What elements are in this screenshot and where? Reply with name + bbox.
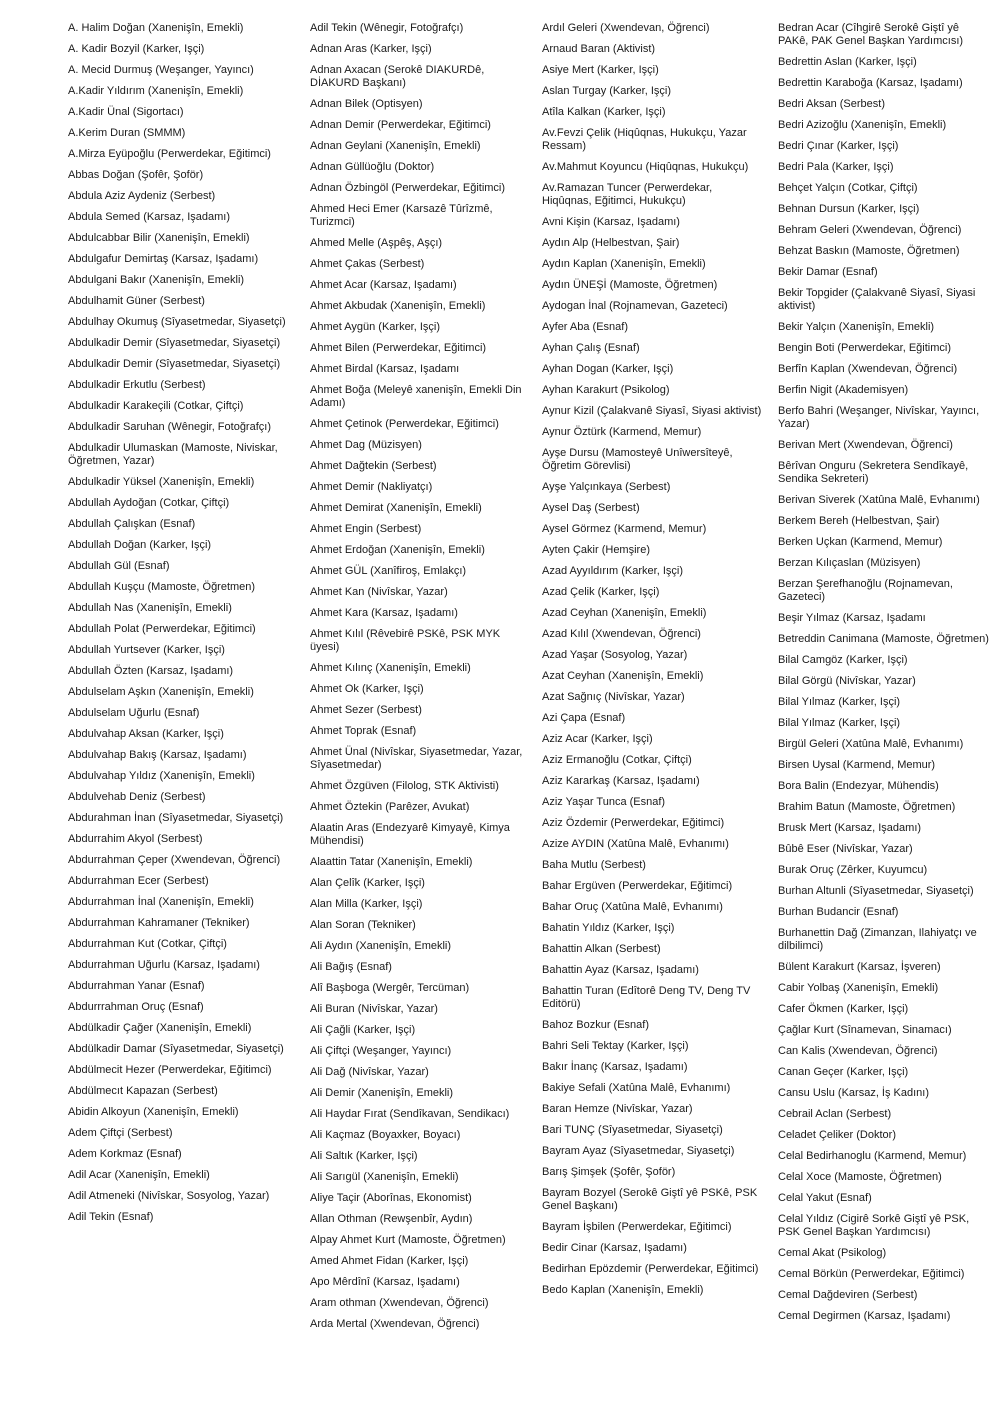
person-entry: Cemal Dağdeviren (Serbest) [778, 1289, 918, 1301]
person-entry: Aynur Kizil (Çalakvanê Siyasî, Siyasi aktivist) [542, 405, 762, 417]
person-entry: Brahim Batun (Mamoste, Öğretmen) [778, 801, 956, 813]
person-entry: Alan Çelîk (Karker, Işçi) [310, 877, 425, 889]
person-entry: Azad Ayyıldırım (Karker, Işçi) [542, 565, 684, 577]
person-entry: Abdurrahman Ecer (Serbest) [68, 875, 209, 887]
person-entry: Birgül Geleri (Xatûna Malê, Evhanımı) [778, 738, 964, 750]
person-entry: Azad Çelik (Karker, Işçi) [542, 586, 660, 598]
person-entry: Burhan Budancir (Esnaf) [778, 906, 899, 918]
person-entry: Ahmet Kılınç (Xanenişîn, Emekli) [310, 662, 471, 674]
person-entry: Arda Mertal (Xwendevan, Öğrenci) [310, 1318, 480, 1330]
person-entry: Ayhan Karakurt (Psikolog) [542, 384, 670, 396]
person-entry: Adnan Güllüoğlu (Doktor) [310, 161, 435, 173]
person-entry: Abdurrahman Kut (Cotkar, Çiftçi) [68, 938, 227, 950]
person-entry: Berfin Nigit (Akademisyen) [778, 384, 909, 396]
person-entry: Bilal Camgöz (Karker, Işçi) [778, 654, 908, 666]
person-entry: Ahmet Ünal (Nivîskar, Siyasetmedar, Yazar, Sîyasetmedar) [310, 746, 523, 771]
person-entry: Aziz Ermanoğlu (Cotkar, Çiftçi) [542, 754, 692, 766]
person-entry: Berfîn Kaplan (Xwendevan, Öğrenci) [778, 363, 958, 375]
person-entry: Alaattin Tatar (Xanenişîn, Emekli) [310, 856, 473, 868]
person-entry: Burhanettin Dağ (Zimanzan, Ilahiyatçı ve dilbilimci) [778, 927, 977, 952]
person-entry: Alî Başboga (Wergêr, Tercüman) [310, 982, 470, 994]
person-entry: Bekir Yalçın (Xanenişîn, Emekli) [778, 321, 935, 333]
person-entry: Abdurrahman İnal (Xanenişîn, Emekli) [68, 896, 254, 908]
person-entry: Av.Mahmut Koyuncu (Hiqûqnas, Hukukçu) [542, 161, 749, 173]
person-entry: Abdurrahim Akyol (Serbest) [68, 833, 203, 845]
person-entry: Abdullah Kuşçu (Mamoste, Öğretmen) [68, 581, 256, 593]
person-entry: Abdülkadir Damar (Sîyasetmedar, Siyasetçi) [68, 1043, 284, 1055]
person-entry: Adil Atmeneki (Nivîskar, Sosyolog, Yazar) [68, 1190, 270, 1202]
person-entry: Ali Aydın (Xanenişîn, Emekli) [310, 940, 452, 952]
person-entry: Ayşe Yalçınkaya (Serbest) [542, 481, 671, 493]
person-entry: Aydogan İnal (Rojnamevan, Gazeteci) [542, 300, 728, 312]
person-entry: Abdullah Polat (Perwerdekar, Eğitimci) [68, 623, 256, 635]
person-entry: Ali Demir (Xanenişîn, Emekli) [310, 1087, 454, 1099]
person-entry: Ahmet Ok (Karker, Işçi) [310, 683, 424, 695]
person-entry: Bahattin Turan (Edîtorê Deng TV, Deng TV Editörü) [542, 985, 751, 1010]
name-list-column-4 [778, 22, 992, 1339]
person-entry: Bakır İnanç (Karsaz, Işadamı) [542, 1061, 688, 1073]
person-entry: Bûbê Eser (Nivîskar, Yazar) [778, 843, 913, 855]
person-entry: Abdurrahman Çeper (Xwendevan, Öğrenci) [68, 854, 281, 866]
person-entry: Abdülkadir Çağer (Xanenişîn, Emekli) [68, 1022, 252, 1034]
person-entry: Bahattin Alkan (Serbest) [542, 943, 661, 955]
person-entry: Bedo Kaplan (Xanenişîn, Emekli) [542, 1284, 704, 1296]
person-entry: Bilal Yılmaz (Karker, Işçi) [778, 717, 901, 729]
person-entry: Adem Çiftçi (Serbest) [68, 1127, 173, 1139]
person-entry: Celal Bedirhanoglu (Karmend, Memur) [778, 1150, 967, 1162]
person-entry: Abdulgani Bakır (Xanenişîn, Emekli) [68, 274, 245, 286]
person-entry: Adnan Özbingöl (Perwerdekar, Eğitimci) [310, 182, 506, 194]
person-entry: Bahoz Bozkur (Esnaf) [542, 1019, 649, 1031]
person-entry: Abdulkadir Ulumaskan (Mamoste, Niviskar, Öğretmen, Yazar) [68, 442, 278, 467]
person-entry: Cebrail Aclan (Serbest) [778, 1108, 892, 1120]
person-entry: Aram othman (Xwendevan, Öğrenci) [310, 1297, 489, 1309]
person-entry: Celadet Çeliker (Doktor) [778, 1129, 896, 1141]
person-entry: Bekir Topgider (Çalakvanê Siyasî, Siyasi aktivist) [778, 287, 976, 312]
person-entry: Adil Tekin (Wênegir, Fotoğrafçı) [310, 22, 464, 34]
person-entry: Amed Ahmet Fidan (Karker, Işçi) [310, 1255, 469, 1267]
person-entry: A. Halim Doğan (Xanenişîn, Emekli) [68, 22, 244, 34]
person-entry: Ayhan Dogan (Karker, Işçi) [542, 363, 674, 375]
person-entry: Abdulkadir Saruhan (Wênegir, Fotoğrafçı) [68, 421, 271, 433]
person-entry: Abdullah Gül (Esnaf) [68, 560, 170, 572]
person-entry: Abdullah Yurtsever (Karker, Işçi) [68, 644, 225, 656]
person-entry: Avni Kişin (Karsaz, Işadamı) [542, 216, 680, 228]
person-entry: Abdülmecit Hezer (Perwerdekar, Eğitimci) [68, 1064, 272, 1076]
person-entry: Berzan Şerefhanoğlu (Rojnamevan, Gazeteci) [778, 578, 953, 603]
person-entry: Ahmet Demirat (Xanenişîn, Emekli) [310, 502, 482, 514]
person-entry: Asiye Mert (Karker, Işçi) [542, 64, 659, 76]
person-entry: Bedran Acar (Cîhgirê Serokê Giştî yê PAKê, PAK Genel Başkan Yardımcısı) [778, 22, 964, 47]
person-entry: Bedri Pala (Karker, Işçi) [778, 161, 894, 173]
name-list-column-3 [542, 22, 764, 1339]
person-entry: Bahri Seli Tektay (Karker, Işçi) [542, 1040, 689, 1052]
person-entry: Ahmet GÜL (Xanîfiroş, Emlakçı) [310, 565, 467, 577]
person-entry: Ardıl Geleri (Xwendevan, Öğrenci) [542, 22, 710, 34]
person-entry: Abbas Doğan (Şofêr, Şoför) [68, 169, 204, 181]
person-entry: Ahmet Bilen (Perwerdekar, Eğitimci) [310, 342, 487, 354]
person-entry: Behnan Dursun (Karker, Işçi) [778, 203, 920, 215]
person-entry: Ahmet Dag (Müzisyen) [310, 439, 422, 451]
person-entry: Cemal Akat (Psikolog) [778, 1247, 887, 1259]
person-entry: Abdullah Aydoğan (Cotkar, Çiftçi) [68, 497, 230, 509]
person-entry: Beşir Yılmaz (Karsaz, Işadamı [778, 612, 926, 624]
person-entry: Abdulkadir Demir (Sîyasetmedar, Siyasetçi) [68, 337, 281, 349]
person-entry: Berkem Bereh (Helbestvan, Şair) [778, 515, 940, 527]
person-entry: Azad Kılıl (Xwendevan, Öğrenci) [542, 628, 701, 640]
person-entry: Ayten Çakir (Hemşire) [542, 544, 650, 556]
person-entry: Alan Milla (Karker, Işçi) [310, 898, 423, 910]
person-entry: Arnaud Baran (Aktivist) [542, 43, 656, 55]
person-entry: Abdulgafur Demirtaş (Karsaz, Işadamı) [68, 253, 259, 265]
person-entry: Cafer Ökmen (Karker, Işçi) [778, 1003, 909, 1015]
person-entry: Abidin Alkoyun (Xanenişîn, Emekli) [68, 1106, 239, 1118]
person-entry: Abdullah Doğan (Karker, Işçi) [68, 539, 212, 551]
person-entry: Ahmet Demir (Nakliyatçı) [310, 481, 433, 493]
person-entry: Ahmed Melle (Aşpêş, Aşçı) [310, 237, 443, 249]
person-entry: Bahatin Yıldız (Karker, Işçi) [542, 922, 675, 934]
person-entry: A. Mecid Durmuş (Weşanger, Yayıncı) [68, 64, 254, 76]
person-entry: Azat Ceyhan (Xanenişîn, Emekli) [542, 670, 704, 682]
person-entry: A.Mirza Eyüpoğlu (Perwerdekar, Eğitimci) [68, 148, 271, 160]
person-entry: Bedri Çınar (Karker, Işçi) [778, 140, 899, 152]
person-entry: Berken Uçkan (Karmend, Memur) [778, 536, 943, 548]
person-entry: Bekir Damar (Esnaf) [778, 266, 878, 278]
person-entry: Aziz Kararkaş (Karsaz, Işadamı) [542, 775, 700, 787]
person-entry: Ayfer Aba (Esnaf) [542, 321, 629, 333]
person-entry: Celal Xoce (Mamoste, Öğretmen) [778, 1171, 942, 1183]
person-entry: Ali Saltık (Karker, Işçi) [310, 1150, 418, 1162]
person-entry: Abdulkadir Yüksel (Xanenişîn, Emekli) [68, 476, 255, 488]
person-entry: Av.Ramazan Tuncer (Perwerdekar, Hiqûqnas, Eğitimci, Hukukçu) [542, 182, 713, 207]
person-entry: Behçet Yalçın (Cotkar, Çiftçi) [778, 182, 918, 194]
person-entry: Cabir Yolbaş (Xanenişîn, Emekli) [778, 982, 939, 994]
person-entry: Can Kalis (Xwendevan, Öğrenci) [778, 1045, 938, 1057]
person-entry: Abdulselam Aşkın (Xanenişîn, Emekli) [68, 686, 254, 698]
person-entry: Bedri Aksan (Serbest) [778, 98, 885, 110]
person-entry: Ali Çağli (Karker, Işçi) [310, 1024, 416, 1036]
person-entry: Aziz Acar (Karker, Işçi) [542, 733, 653, 745]
person-entry: Aziz Yaşar Tunca (Esnaf) [542, 796, 666, 808]
person-entry: Abdulcabbar Bilir (Xanenişîn, Emekli) [68, 232, 250, 244]
person-entry: Bakiye Sefali (Xatûna Malê, Evhanımı) [542, 1082, 731, 1094]
person-entry: A.Kadir Ünal (Sigortacı) [68, 106, 184, 118]
person-entry: Çağlar Kurt (Sînamevan, Sinamacı) [778, 1024, 952, 1036]
person-entry: Bülent Karakurt (Karsaz, İşveren) [778, 961, 941, 973]
person-entry: Abdulkadir Karakeçili (Cotkar, Çiftçi) [68, 400, 244, 412]
person-entry: Bedri Azizoğlu (Xanenişîn, Emekli) [778, 119, 947, 131]
person-entry: Ali Sarıgül (Xanenişîn, Emekli) [310, 1171, 459, 1183]
person-entry: Aynur Öztürk (Karmend, Memur) [542, 426, 702, 438]
person-entry: Abdurrahman Uğurlu (Karsaz, Işadamı) [68, 959, 260, 971]
person-entry: Abdurrrahman Oruç (Esnaf) [68, 1001, 204, 1013]
person-entry: Abdulvahap Aksan (Karker, Işçi) [68, 728, 224, 740]
person-entry: Bêrîvan Onguru (Sekretera Sendîkayê, Sendika Sekreteri) [778, 460, 969, 485]
person-entry: Bayram Bozyel (Serokê Giştî yê PSKê, PSK Genel Başkanı) [542, 1187, 758, 1212]
person-entry: Abdulhay Okumuş (Sîyasetmedar, Siyasetçi) [68, 316, 286, 328]
person-entry: Celal Yakut (Esnaf) [778, 1192, 872, 1204]
person-entry: Azi Çapa (Esnaf) [542, 712, 626, 724]
person-entry: Ahmet Toprak (Esnaf) [310, 725, 417, 737]
person-entry: Bengin Boti (Perwerdekar, Eğitimci) [778, 342, 952, 354]
person-entry: Ali Kaçmaz (Boyaxker, Boyacı) [310, 1129, 461, 1141]
person-entry: Ahmet Erdoğan (Xanenişîn, Emekli) [310, 544, 485, 556]
person-entry: Berivan Siverek (Xatûna Malê, Evhanımı) [778, 494, 980, 506]
person-entry: Abdula Semed (Karsaz, Işadamı) [68, 211, 231, 223]
person-entry: Alpay Ahmet Kurt (Mamoste, Öğretmen) [310, 1234, 506, 1246]
person-entry: Ali Çiftçi (Weşanger, Yayıncı) [310, 1045, 452, 1057]
person-entry: Atîla Kalkan (Karker, Işçi) [542, 106, 666, 118]
person-entry: Bahar Ergüven (Perwerdekar, Eğitimci) [542, 880, 733, 892]
person-entry: Abdurrahman Kahramaner (Tekniker) [68, 917, 250, 929]
person-entry: Ahmet Akbudak (Xanenişîn, Emekli) [310, 300, 486, 312]
person-entry: Adnan Bilek (Optisyen) [310, 98, 423, 110]
person-entry: Ahmet Kan (Nivîskar, Yazar) [310, 586, 448, 598]
person-entry: Canan Geçer (Karker, Işçi) [778, 1066, 909, 1078]
person-entry: Betreddin Canimana (Mamoste, Öğretmen) [778, 633, 989, 645]
person-entry: Bayram İşbilen (Perwerdekar, Eğitimci) [542, 1221, 732, 1233]
person-entry: Ahmed Heci Emer (Karsazê Tûrîzmê, Turizmci) [310, 203, 493, 228]
person-entry: Ali Dağ (Nivîskar, Yazar) [310, 1066, 429, 1078]
person-entry: Bedrettin Aslan (Karker, Işçi) [778, 56, 917, 68]
person-entry: A. Kadir Bozyil (Karker, Işçi) [68, 43, 205, 55]
person-entry: Baha Mutlu (Serbest) [542, 859, 646, 871]
person-entry: Aysel Daş (Serbest) [542, 502, 640, 514]
person-entry: Cemal Degirmen (Karsaz, Işadamı) [778, 1310, 951, 1322]
person-entry: Abdülmecıt Kapazan (Serbest) [68, 1085, 218, 1097]
person-entry: Burhan Altunli (Sîyasetmedar, Siyasetçi) [778, 885, 974, 897]
person-entry: Abdurahman İnan (Sîyasetmedar, Siyasetçi) [68, 812, 284, 824]
person-entry: Allan Othman (Rewşenbîr, Aydın) [310, 1213, 473, 1225]
person-entry: Bedir Cinar (Karsaz, Işadamı) [542, 1242, 687, 1254]
person-entry: Adem Korkmaz (Esnaf) [68, 1148, 182, 1160]
person-entry: Ayşe Dursu (Mamosteyê Unîwersîteyê, Öğretim Görevlisi) [542, 447, 733, 472]
person-entry: Ahmet Kara (Karsaz, Işadamı) [310, 607, 458, 619]
person-entry: Adil Acar (Xanenişîn, Emekli) [68, 1169, 210, 1181]
person-entry: Alan Soran (Tekniker) [310, 919, 416, 931]
person-entry: Ayhan Çalış (Esnaf) [542, 342, 640, 354]
person-entry: Aydın Alp (Helbestvan, Şair) [542, 237, 680, 249]
person-entry: Cemal Börkün (Perwerdekar, Eğitimci) [778, 1268, 965, 1280]
person-entry: Ahmet Öztekin (Parêzer, Avukat) [310, 801, 470, 813]
person-entry: Bahattin Ayaz (Karsaz, Işadamı) [542, 964, 699, 976]
person-entry: Ahmet Acar (Karsaz, Işadamı) [310, 279, 457, 291]
person-entry: Av.Fevzi Çelik (Hiqûqnas, Hukukçu, Yazar Ressam) [542, 127, 747, 152]
person-entry: Aydın Kaplan (Xanenişîn, Emekli) [542, 258, 706, 270]
person-entry: Aziz Özdemir (Perwerdekar, Eğitimci) [542, 817, 725, 829]
person-entry: Aslan Turgay (Karker, Işçi) [542, 85, 671, 97]
person-entry: Aysel Görmez (Karmend, Memur) [542, 523, 707, 535]
person-entry: Azad Yaşar (Sosyolog, Yazar) [542, 649, 688, 661]
person-entry: Berivan Mert (Xwendevan, Öğrenci) [778, 439, 953, 451]
person-entry: Abdulselam Uğurlu (Esnaf) [68, 707, 200, 719]
person-entry: Ahmet Boğa (Meleyê xanenişîn, Emekli Din Adamı) [310, 384, 522, 409]
person-entry: Ali Haydar Fırat (Sendîkavan, Sendikacı) [310, 1108, 510, 1120]
person-entry: Abdullah Çalışkan (Esnaf) [68, 518, 196, 530]
person-entry: Berfo Bahri (Weşanger, Nivîskar, Yayıncı, Yazar) [778, 405, 980, 430]
person-entry: Abdulvahap Yıldız (Xanenişîn, Emekli) [68, 770, 255, 782]
person-entry: Adnan Axacan (Serokê DIAKURDê, DİAKURD Başkanı) [310, 64, 485, 89]
person-entry: Ahmet Aygün (Karker, Işçi) [310, 321, 441, 333]
person-entry: Adnan Geylani (Xanenişîn, Emekli) [310, 140, 481, 152]
person-entry: Abdulhamit Güner (Serbest) [68, 295, 205, 307]
person-entry: Baran Hemze (Nivîskar, Yazar) [542, 1103, 693, 1115]
person-entry: Behzat Baskın (Mamoste, Öğretmen) [778, 245, 960, 257]
person-entry: Adnan Demir (Perwerdekar, Eğitimci) [310, 119, 491, 131]
person-entry: Azad Ceyhan (Xanenişîn, Emekli) [542, 607, 707, 619]
person-entry: Ahmet Kılıl (Rêvebirê PSKê, PSK MYK üyesi) [310, 628, 501, 653]
person-entry: Bilal Yılmaz (Karker, Işçi) [778, 696, 901, 708]
person-entry: Burak Oruç (Zêrker, Kuyumcu) [778, 864, 928, 876]
person-entry: Behram Geleri (Xwendevan, Öğrenci) [778, 224, 962, 236]
person-entry: Ahmet Özgüven (Filolog, STK Aktivisti) [310, 780, 499, 792]
person-entry: Abdula Aziz Aydeniz (Serbest) [68, 190, 216, 202]
name-list-column-2 [310, 22, 528, 1339]
name-list-column-1 [68, 22, 296, 1339]
person-entry: Ahmet Engin (Serbest) [310, 523, 422, 535]
person-entry: Barış Şimşek (Şofêr, Şoför) [542, 1166, 676, 1178]
person-entry: Aliye Taçir (Aborînas, Ekonomist) [310, 1192, 472, 1204]
person-entry: Birsen Uysal (Karmend, Memur) [778, 759, 936, 771]
person-entry: Ahmet Dağtekin (Serbest) [310, 460, 437, 472]
person-entry: Ahmet Birdal (Karsaz, Işadamı [310, 363, 460, 375]
person-entry: Adil Tekin (Esnaf) [68, 1211, 154, 1223]
person-entry: Bedrettin Karaboğa (Karsaz, Işadamı) [778, 77, 963, 89]
person-entry: Cansu Uslu (Karsaz, İş Kadını) [778, 1087, 930, 1099]
person-entry: Berzan Kılıçaslan (Müzisyen) [778, 557, 921, 569]
person-entry: Abdulvehab Deniz (Serbest) [68, 791, 206, 803]
person-entry: Alaatin Aras (Endezyarê Kimyayê, Kimya Mühendisi) [310, 822, 510, 847]
person-entry: Apo Mêrdînî (Karsaz, Işadamı) [310, 1276, 460, 1288]
person-entry: Abdulvahap Bakış (Karsaz, Işadamı) [68, 749, 247, 761]
person-entry: Bilal Görgü (Nivîskar, Yazar) [778, 675, 916, 687]
person-entry: Ahmet Çetinok (Perwerdekar, Eğitimci) [310, 418, 499, 430]
person-entry: Azat Sağnıç (Nivîskar, Yazar) [542, 691, 685, 703]
person-entry: Brusk Mert (Karsaz, Işadamı) [778, 822, 922, 834]
person-entry: Bora Balin (Endezyar, Mühendis) [778, 780, 939, 792]
person-entry: Abdulkadir Demir (Sîyasetmedar, Siyasetçi) [68, 358, 281, 370]
person-entry: Bari TUNÇ (Sîyasetmedar, Siyasetçi) [542, 1124, 723, 1136]
person-entry: Aydın ÜNEŞİ (Mamoste, Öğretmen) [542, 279, 718, 291]
person-entry: A.Kadir Yıldırım (Xanenişîn, Emekli) [68, 85, 244, 97]
person-entry: Abdulkadir Erkutlu (Serbest) [68, 379, 206, 391]
person-entry: Ahmet Sezer (Serbest) [310, 704, 422, 716]
person-entry: Abdullah Nas (Xanenişîn, Emekli) [68, 602, 232, 614]
person-entry: Celal Yıldız (Cigirê Sorkê Giştî yê PSK, PSK Genel Başkan Yardımcısı) [778, 1213, 970, 1238]
person-entry: Abdurrahman Yanar (Esnaf) [68, 980, 205, 992]
person-entry: Ali Buran (Nivîskar, Yazar) [310, 1003, 438, 1015]
person-entry: Azize AYDIN (Xatûna Malê, Evhanımı) [542, 838, 729, 850]
person-entry: Abdullah Özten (Karsaz, Işadamı) [68, 665, 234, 677]
person-entry: Ahmet Çakas (Serbest) [310, 258, 425, 270]
person-entry: A.Kerim Duran (SMMM) [68, 127, 186, 139]
person-entry: Bayram Ayaz (Sîyasetmedar, Siyasetçi) [542, 1145, 735, 1157]
person-entry: Bahar Oruç (Xatûna Malê, Evhanımı) [542, 901, 723, 913]
person-entry: Bedirhan Epözdemir (Perwerdekar, Eğitimci) [542, 1263, 759, 1275]
person-entry: Adnan Aras (Karker, Işçi) [310, 43, 432, 55]
person-entry: Ali Bağış (Esnaf) [310, 961, 392, 973]
